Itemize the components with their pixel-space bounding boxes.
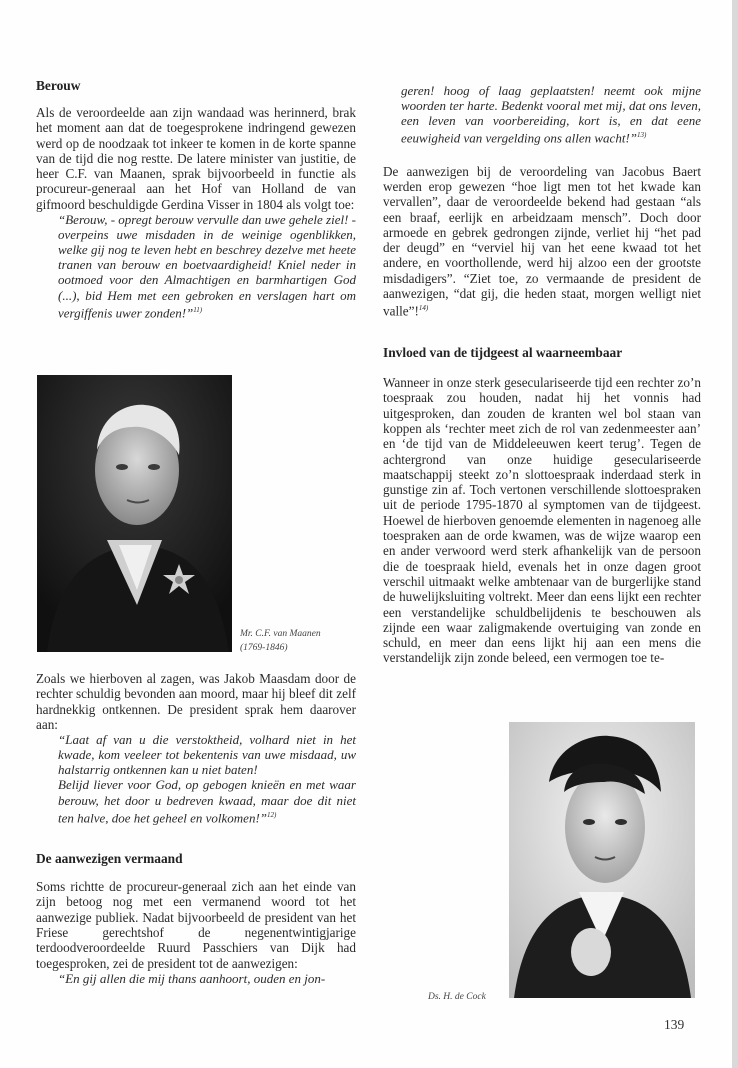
left-column-lower [36, 671, 356, 986]
quote-friese-start: “En gij allen die mij thans aanhoort, ouden en jon- [58, 970, 326, 986]
heading-aanwezigen: De aanwezigen vermaand [36, 851, 183, 867]
left-column [36, 78, 356, 320]
quote-maasdam-a: “Laat af van u die verstoktheid, volhard niet in het kwade, kom veeleer tot bekentenis van uwe misdaad, uw halstarrig ontkennen kan u niet baten! [58, 732, 356, 778]
paragraph-invloed: Wanneer in onze sterk geseculariseerde tijd een rechter zo’n toespraak zou houden, nadat hij het vonnis had uitgesproken, dan zouden de kranten wel bol staan van koppen als ‘rechter meet zich de rol van zedenmeester aan’ en ‘de tijd van de Middeleeuwen keert terug’. Tegen de achtergrond van onze huidige geseculariseerde maatschappij steekt zo’n slottoespraak inderdaad sterk in gunstige zin af. Toch vertonen verschillende slottoespraken uit de periode 1795-1870 al symptomen van de tijdgeest. Hoewel de hierboven genoemde elementen in nagenoeg alle toespraken aan de orde kwamen, was de wijze waarop een en ander verwoord werd sterk afhankelijk van de persoon die de toespraak hield, evenals het in onze dagen groot verschil uitmaakt welke ambtenaar van de burgerlijke stand de huwelijksluiting voltrekt. Meer dan eens lijkt een rechter een verstandelijke schuldbelijdenis te beschouwen als zijnde een waar zaligmakende overtuiging van zonde en schuld, en meer dan eens lijkt hij aan een mens die verstandelijk zijn zonde beleed, een vermogen toe te- [383, 375, 701, 666]
footnote-marker: 14) [418, 304, 429, 313]
quote-van-maanen: “Berouw, - opregt berouw vervulle dan uwe gehele ziel! - overpeins uwe misdaden in de weinige ogenblikken, welke gij nog te leven hebt en beschrey dezelve met heete tranen van berouw en boetvaardigheid! Kniel neder in ootmoed voor den Almachtigen en barmhartigen God (...), bid Hem met een gebroken en verslagen hart om vergiffenis uwer zonden!”$^{11)}$ [58, 212, 356, 320]
right-column [383, 83, 701, 666]
footnote-marker: 12) [267, 810, 277, 819]
caption-van-maanen: Mr. C.F. van Maanen (1769-1846) [240, 629, 321, 653]
paragraph-baert: De aanwezigen bij de veroordeling van Jacobus Baert werden erop gewezen “hoe ligt men tot het kwade kan vervallen”, daar de veroordeelde bekend had gestaan “als een braaf, eerlijk en arbeidzaam mensch”. Doch door armoede en gebrek gedrongen zijnde, verliet hij “het pad der deugd” en “verviel hij van het eene kwaad tot het andere, en voorthollende, werd hij alzoo een der grootste misdadigers”. “Ziet toe, zo vermaande de president de aanwezigen, “dat gij, die heden staat, morgen welligt niet valle”!$^{14)}$ [383, 163, 701, 319]
portrait-de-cock-image [509, 722, 695, 998]
portrait-de-cock [509, 722, 695, 998]
heading-invloed: Invloed van de tijdgeest al waarneembaar [383, 345, 623, 361]
page-edge [732, 0, 738, 1068]
paragraph-berouw: Als de veroordeelde aan zijn wandaad was herinnerd, brak het moment aan dat de toegesprokene indringend gewezen werd op de noodzaak tot inkeer te komen in de korte spanne van de tijd die nog restte. De latere minister van justitie, de heer C.F. van Maanen, sprak bijvoorbeeld in functie als procureur-generaal aan het Hof van Holland de van gifmoord beschuldigde Gerdina Visser in 1804 als volgt toe: [36, 105, 356, 212]
footnote-marker: 13) [637, 131, 647, 140]
quote-maasdam-b: Belijd liever voor God, op gebogen knieën en met waar berouw, het door u bedreven kwaad, maar doe dit niet ten halve, doe het geheel en volkomen!”$^{12)}$ [58, 777, 356, 825]
paragraph-aanwezigen: Soms richtte de procureur-generaal zich aan het einde van zijn betoog nog met een vermanend woord tot het aanwezige publiek. Nadat bijvoorbeeld de president van het Friese gerechtshof de negenentwintigjarige terdoodveroordeelde Ruurd Passchiers van Dijk had toegesproken, zei de president tot de aanwezigen: [36, 879, 356, 971]
portrait-van-maanen-image [37, 375, 232, 652]
heading-berouw: Berouw [36, 78, 81, 93]
portrait-van-maanen [37, 375, 232, 652]
page-number: 139 [664, 1017, 685, 1032]
caption-de-cock: Ds. H. de Cock [428, 992, 486, 1002]
footnote-marker: 11) [193, 305, 203, 314]
quote-friese-cont: geren! hoog of laag geplaatsten! neemt ook mijne woorden ter harte. Bedenkt vooral met mij, dat ons leven, een leven van voorbereiding, kort is, en dat eene eeuwigheid van vergelding ons allen wacht!”$^{13)}$ [401, 83, 701, 146]
paragraph-maasdam: Zoals we hierboven al zagen, was Jakob Maasdam door de rechter schuldig bevonden aan moord, maar hij bleef dit zelf hardnekkig ontkennen. De president sprak hem daarover aan: [36, 671, 356, 732]
